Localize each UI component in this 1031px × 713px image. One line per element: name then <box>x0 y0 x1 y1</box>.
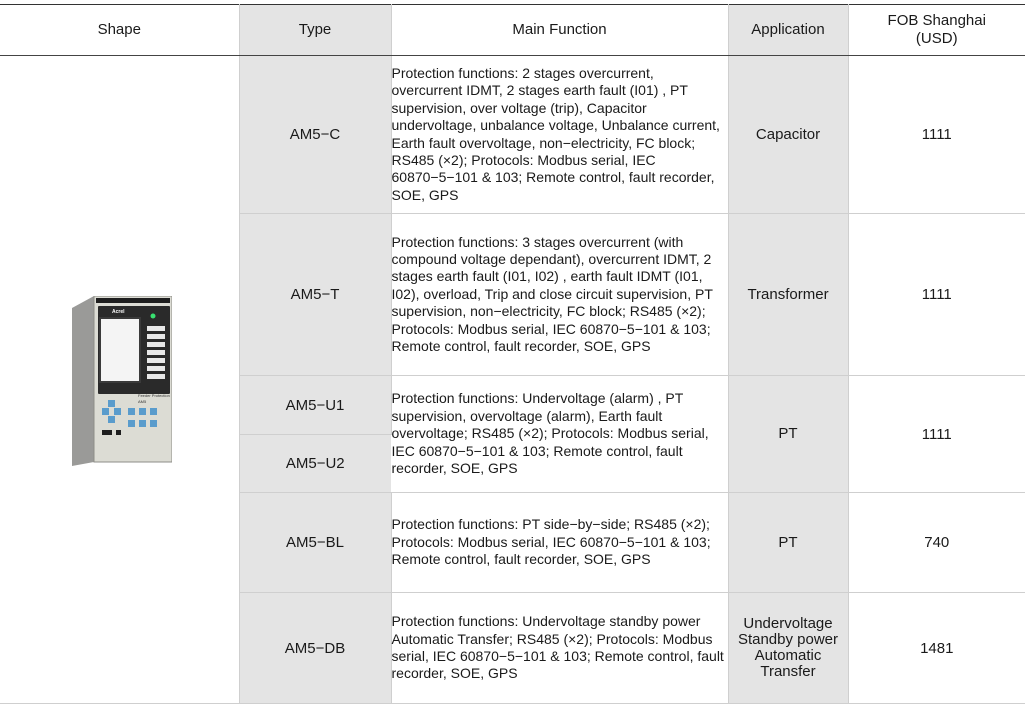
application-cell: Transformer <box>728 214 848 376</box>
application-cell: Undervoltage Standby power Automatic Transfer <box>728 593 848 704</box>
type-cell: AM5−BL <box>239 493 391 593</box>
header-main-function: Main Function <box>391 5 728 56</box>
model-label: AM5 <box>138 399 147 404</box>
application-cell: PT <box>728 493 848 593</box>
header-type: Type <box>239 5 391 56</box>
function-cell: Protection functions: 3 stages overcurrent (with compound voltage dependant), overcurrent IDMT, 2 stages earth fault (I01, I02) , earth fault IDMT (I01, I02), overload, Trip and close circuit supervision, PT supervision, non−electricity, FC block; RS485 (×2); Protocols: Modbus serial, IEC 60870−5−101 & 103; Remote control, fault recorder, SOE, GPS <box>391 214 728 376</box>
led-indicator <box>151 314 156 319</box>
header-row <box>0 5 1025 56</box>
price-cell: 740 <box>848 493 1025 593</box>
price-cell: 1111 <box>848 376 1025 493</box>
type-cell: AM5−U1 <box>239 376 391 435</box>
brand-label: Acrel <box>112 309 125 315</box>
header-fob-price <box>848 5 1025 56</box>
application-cell: PT <box>728 376 848 493</box>
function-cell: Protection functions: Undervoltage standby power Automatic Transfer; RS485 (×2); Protocols: Modbus serial, IEC 60870−5−101 & 103; Remote control, fault recorder, SOE, GPS <box>391 593 728 704</box>
type-cell: AM5−DB <box>239 593 391 704</box>
header-fob-line2: (USD) <box>915 30 958 47</box>
function-cell: Protection functions: PT side−by−side; RS485 (×2); Protocols: Modbus serial, IEC 60870−5−101 & 103; Remote control, fault recorder, SOE, GPS <box>391 493 728 593</box>
device-image <box>72 296 172 468</box>
type-cell: AM5−T <box>239 214 391 376</box>
header-fob-line1: FOB Shanghai <box>887 12 986 29</box>
shape-cell <box>0 56 239 704</box>
function-cell: Protection functions: 2 stages overcurrent, overcurrent IDMT, 2 stages earth fault (I01) , PT supervision, over voltage (trip), Capacitor undervoltage, unbalance voltage, Unbalance current, Earth fault overvoltage, non−electricity, FC block; RS485 (×2); Protocols: Modbus serial, IEC 60870−5−101 & 103; Remote control, fault recorder, SOE, GPS <box>391 56 728 214</box>
header-shape: Shape <box>0 5 239 56</box>
panel-title-label: Feeder Protection <box>138 393 170 398</box>
type-cell: AM5−U2 <box>239 435 391 493</box>
type-cell: AM5−C <box>239 56 391 214</box>
price-cell: 1111 <box>848 56 1025 214</box>
price-cell: 1481 <box>848 593 1025 704</box>
application-cell: Capacitor <box>728 56 848 214</box>
product-spec-table <box>0 4 1025 704</box>
price-cell: 1111 <box>848 214 1025 376</box>
table-row <box>0 56 1025 214</box>
function-cell: Protection functions: Undervoltage (alarm) , PT supervision, overvoltage (alarm), Earth fault overvoltage; RS485 (×2); Protocols: Modbus serial, IEC 60870−5−101 & 103; Remote control, fault recorder, SOE, GPS <box>391 376 728 493</box>
header-application: Application <box>728 5 848 56</box>
